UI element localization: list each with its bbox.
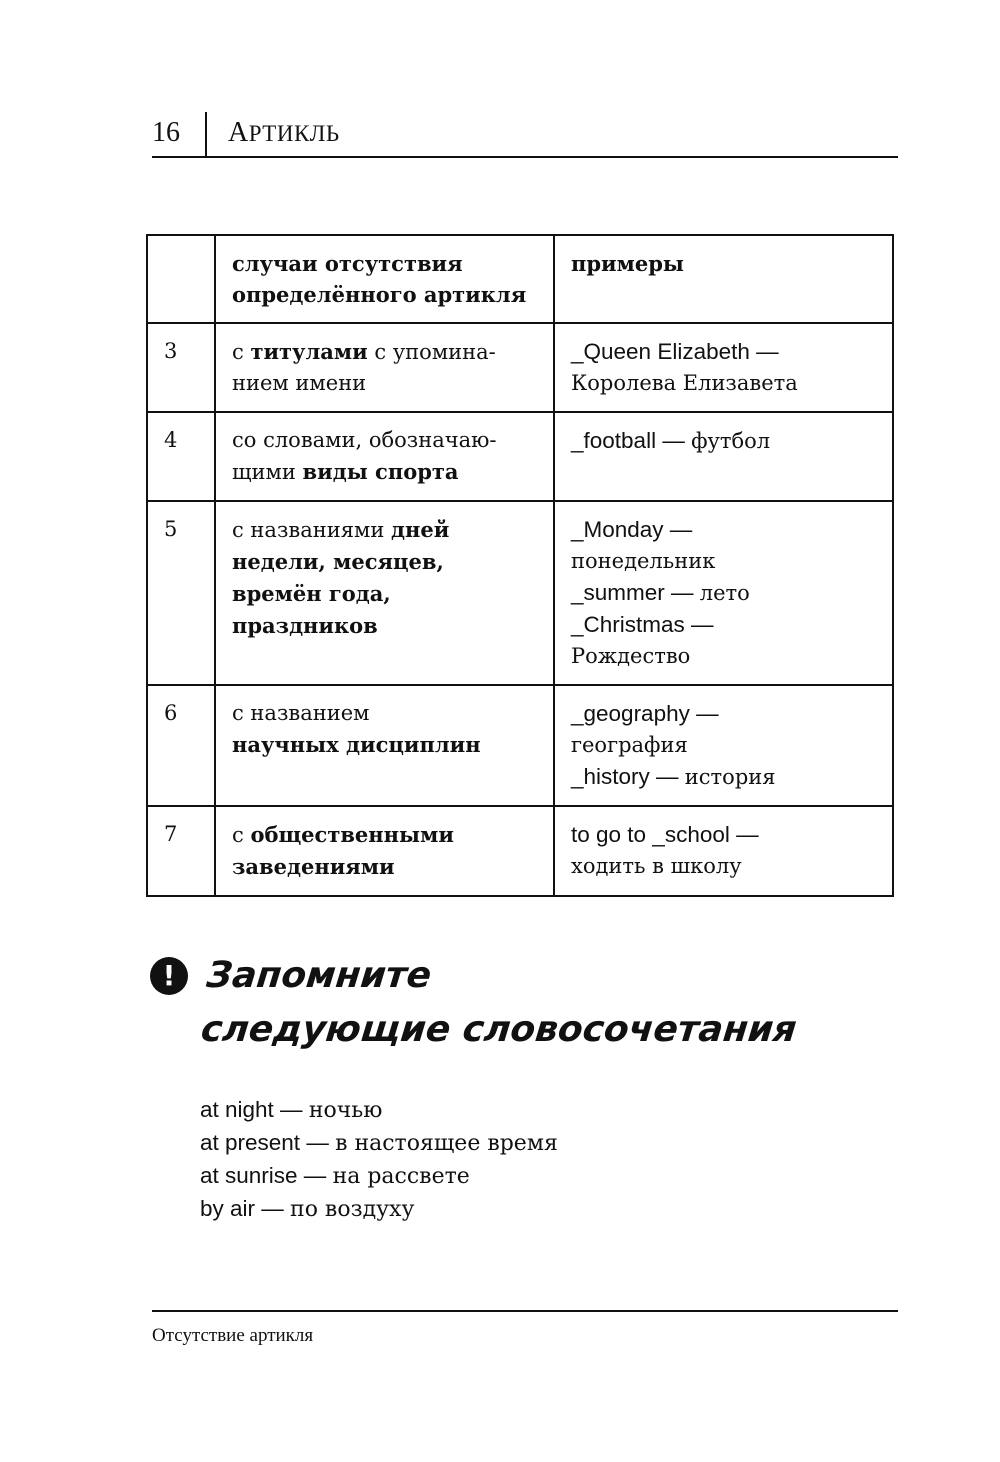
phrase-english: at night — (200, 1097, 309, 1122)
table-row (147, 685, 893, 806)
header-cell-examples: примеры (554, 235, 893, 323)
case-text: с названием (232, 701, 370, 725)
example-line (571, 577, 878, 609)
chapter-title (228, 117, 340, 149)
row-number: 7 (147, 806, 215, 896)
row-number: 6 (147, 685, 215, 806)
case-text: со словами, обозначаю- (232, 428, 497, 452)
phrase-translation: на рассвете (332, 1164, 470, 1189)
example-translation: понедельник (571, 549, 716, 573)
notice-title-line2: следующие словосочетания (199, 1009, 799, 1050)
case-description (215, 501, 554, 685)
example-translation: лето (699, 581, 750, 605)
case-text: щими (232, 460, 303, 484)
header-cell-cases: случаи отсутствия определённого артикля (215, 235, 554, 323)
example-translation: Рождество (571, 644, 691, 668)
examples-cell (554, 501, 893, 685)
example-line (571, 641, 878, 672)
phrase-translation: ночью (308, 1098, 383, 1123)
phrase-item (200, 1159, 558, 1192)
case-text-bold: общественными (250, 822, 454, 847)
case-text: с (232, 340, 251, 364)
phrase-item (200, 1192, 558, 1225)
example-line (571, 851, 878, 882)
article-absence-table (146, 234, 894, 897)
case-text-bold: титулами (250, 339, 368, 364)
example-line (571, 730, 878, 761)
example-line (571, 514, 878, 546)
row-number: 3 (147, 323, 215, 412)
case-description (215, 323, 554, 412)
chapter-title-initial: А (228, 117, 249, 148)
examples-cell (554, 323, 893, 412)
table-row (147, 501, 893, 685)
case-text-bold: праздников (232, 613, 378, 638)
case-description (215, 685, 554, 806)
footer-divider (152, 1310, 898, 1312)
header-divider (205, 112, 207, 158)
row-number: 4 (147, 412, 215, 501)
phrase-english: at present — (200, 1130, 336, 1155)
case-text: с названиями (232, 518, 391, 542)
notice-title-line1: Запомните (204, 955, 434, 996)
example-translation: футбол (691, 429, 771, 453)
phrase-english: by air — (200, 1196, 291, 1221)
table-row (147, 806, 893, 896)
example-line (571, 819, 878, 851)
example-translation: Королева Елизавета (571, 371, 798, 395)
case-text: с упомина- (367, 340, 496, 364)
phrase-translation: по воздуху (290, 1197, 415, 1222)
example-english: _history — (571, 764, 685, 789)
table-row (147, 323, 893, 412)
phrase-translation: в настоящее время (335, 1131, 558, 1156)
example-english: _geography — (571, 701, 719, 726)
case-text: нием имени (232, 371, 367, 395)
example-line (571, 546, 878, 577)
example-line (571, 609, 878, 641)
page-number: 16 (152, 117, 180, 148)
example-english: _Monday — (571, 517, 693, 542)
case-text-bold: виды спорта (302, 459, 459, 484)
example-line (571, 336, 878, 368)
example-translation: ходить в школу (571, 854, 742, 878)
case-text-bold: времён года, (232, 581, 391, 606)
phrase-english: at sunrise — (200, 1163, 333, 1188)
example-english: to go to _school — (571, 822, 759, 847)
phrase-list (200, 1093, 558, 1225)
footer-section-title: Отсутствие артикля (152, 1325, 314, 1346)
case-description (215, 412, 554, 501)
case-text-bold: научных дисциплин (232, 732, 481, 757)
case-description (215, 806, 554, 896)
example-line (571, 761, 878, 793)
case-text: с (232, 823, 251, 847)
header-cell-number (147, 235, 215, 323)
chapter-title-rest: РТИКЛЬ (248, 121, 340, 146)
examples-cell (554, 412, 893, 501)
example-english: _football — (571, 428, 692, 453)
example-translation: география (571, 733, 688, 757)
case-text-bold: недели, месяцев, (232, 549, 444, 574)
table-header-row (147, 235, 893, 323)
exclamation-icon: ! (150, 957, 188, 995)
example-line (571, 425, 878, 457)
example-english: _Christmas — (571, 612, 714, 637)
running-header (152, 108, 898, 158)
notice-title (198, 949, 805, 1057)
phrase-item (200, 1126, 558, 1159)
case-text-bold: заведениями (232, 854, 395, 879)
example-translation: история (684, 765, 776, 789)
phrase-item (200, 1093, 558, 1126)
examples-cell (554, 685, 893, 806)
table-row (147, 412, 893, 501)
example-english: _summer — (571, 580, 700, 605)
row-number: 5 (147, 501, 215, 685)
example-english: _Queen Elizabeth — (571, 339, 779, 364)
examples-cell (554, 806, 893, 896)
example-line (571, 698, 878, 730)
case-text-bold: дней (391, 517, 450, 542)
example-line (571, 368, 878, 399)
